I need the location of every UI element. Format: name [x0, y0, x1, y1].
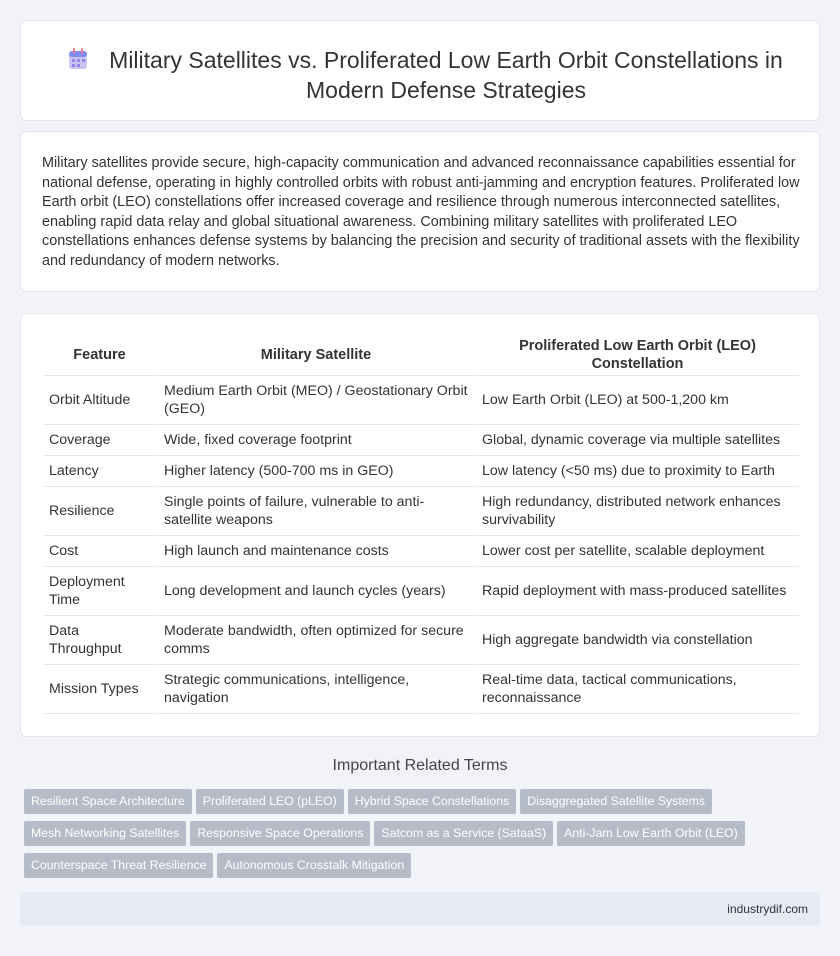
leo-cell: Rapid deployment with mass-produced satellites — [476, 567, 799, 616]
table-row — [43, 567, 799, 616]
leo-cell: Low latency (<50 ms) due to proximity to Earth — [476, 456, 799, 487]
feature-cell: Mission Types — [43, 665, 158, 714]
feature-cell: Cost — [43, 536, 158, 567]
page-title: Military Satellites vs. Proliferated Low Earth Orbit Constellations in Modern Defense Strategies — [109, 47, 783, 103]
leo-cell: Low Earth Orbit (LEO) at 500-1,200 km — [476, 376, 799, 425]
related-term-tag[interactable]: Autonomous Crosstalk Mitigation — [217, 853, 411, 878]
table-row — [43, 665, 799, 714]
intro-card — [20, 131, 820, 292]
related-term-tag[interactable]: Responsive Space Operations — [190, 821, 370, 846]
military-cell: High launch and maintenance costs — [158, 536, 476, 567]
related-term-tag[interactable]: Mesh Networking Satellites — [24, 821, 186, 846]
footer — [20, 892, 820, 926]
military-cell: Higher latency (500-700 ms in GEO) — [158, 456, 476, 487]
military-cell: Strategic communications, intelligence, navigation — [158, 665, 476, 714]
header-leo-constellation: Proliferated Low Earth Orbit (LEO) Constellation — [476, 334, 799, 376]
table-row — [43, 376, 799, 425]
feature-cell: Resilience — [43, 487, 158, 536]
comparison-table-card — [20, 313, 820, 737]
military-cell: Medium Earth Orbit (MEO) / Geostationary Orbit (GEO) — [158, 376, 476, 425]
related-term-tag[interactable]: Proliferated LEO (pLEO) — [196, 789, 344, 814]
feature-cell: Deployment Time — [43, 567, 158, 616]
feature-cell: Latency — [43, 456, 158, 487]
header-military-satellite: Military Satellite — [158, 334, 476, 376]
military-cell: Long development and launch cycles (years) — [158, 567, 476, 616]
related-term-tag[interactable]: Disaggregated Satellite Systems — [520, 789, 712, 814]
related-term-tag[interactable]: Anti-Jam Low Earth Orbit (LEO) — [557, 821, 745, 846]
footer-site-link[interactable]: industrydif.com — [727, 902, 808, 916]
feature-cell: Coverage — [43, 425, 158, 456]
table-row — [43, 616, 799, 665]
related-term-tag[interactable]: Hybrid Space Constellations — [348, 789, 516, 814]
intro-paragraph: Military satellites provide secure, high-capacity communication and advanced reconnaissance capabilities essential for national defense, operating in highly controlled orbits with robust anti-jamming and encryption features. Proliferated low Earth orbit (LEO) constellations offer increased coverage and resilience through numerous interconnected satellites, enabling rapid data relay and global situational awareness. Combining military satellites with proliferated LEO constellations enhances defense systems by balancing the precision and security of traditional assets with the flexibility and redundancy of modern networks. — [42, 155, 800, 269]
feature-cell: Data Throughput — [43, 616, 158, 665]
related-terms-list — [24, 789, 824, 885]
table-row — [43, 536, 799, 567]
table-row — [43, 487, 799, 536]
related-term-tag[interactable]: Resilient Space Architecture — [24, 789, 192, 814]
related-term-tag[interactable]: Satcom as a Service (SataaS) — [374, 821, 553, 846]
comparison-table — [43, 334, 799, 714]
table-header-row — [43, 334, 799, 376]
leo-cell: Lower cost per satellite, scalable deployment — [476, 536, 799, 567]
feature-cell: Orbit Altitude — [43, 376, 158, 425]
related-term-tag[interactable]: Counterspace Threat Resilience — [24, 853, 213, 878]
table-row — [43, 425, 799, 456]
leo-cell: Global, dynamic coverage via multiple satellites — [476, 425, 799, 456]
leo-cell: High redundancy, distributed network enhances survivability — [476, 487, 799, 536]
leo-cell: Real-time data, tactical communications, reconnaissance — [476, 665, 799, 714]
military-cell: Wide, fixed coverage footprint — [158, 425, 476, 456]
table-row — [43, 456, 799, 487]
military-cell: Moderate bandwidth, often optimized for secure comms — [158, 616, 476, 665]
title-card — [20, 20, 820, 121]
header-feature: Feature — [43, 334, 158, 376]
related-terms-heading: Important Related Terms — [332, 757, 508, 774]
leo-cell: High aggregate bandwidth via constellation — [476, 616, 799, 665]
military-cell: Single points of failure, vulnerable to anti-satellite weapons — [158, 487, 476, 536]
